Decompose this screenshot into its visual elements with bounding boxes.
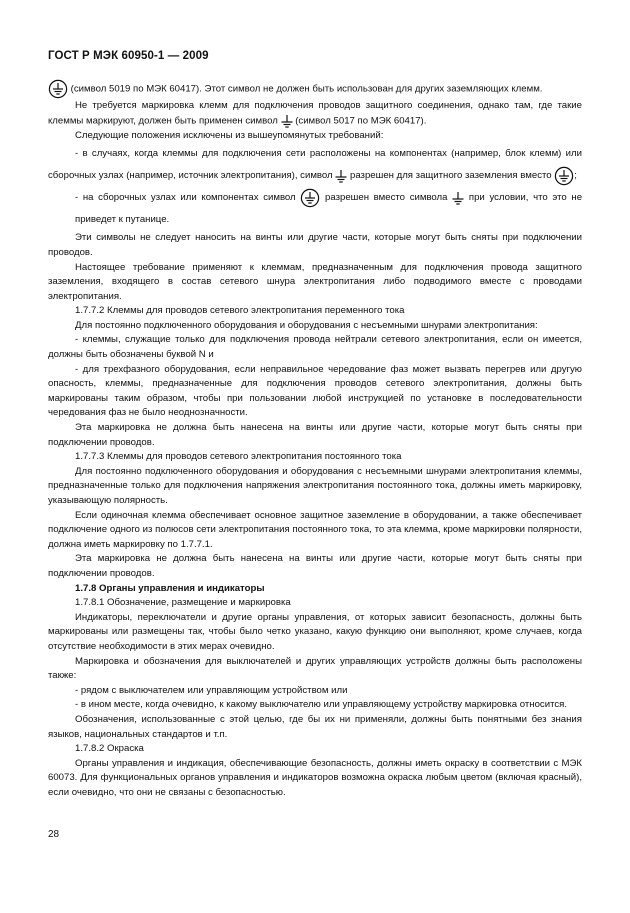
- protective-earth-symbol-icon: [554, 166, 574, 186]
- paragraph-indicators: Индикаторы, переключатели и другие органы управления, от которых зависит безопасность, должны быть маркированы или размещены так, чтобы было четко указано, какую функцию они выполняют, кроме случаев, когда отсутствие необходимости в этих мерах очевидно.: [48, 611, 582, 652]
- paragraph-single-terminal: Если одиночная клемма обеспечивает основное защитное заземление в оборудовании, а также обеспечивает подключение одного из полюсов сети электропитания постоянного тока, то эта клемма, кроме маркировки полярности, должна иметь маркировку по 1.7.7.1.: [48, 509, 582, 550]
- paragraph-marking-screws: Эта маркировка не должна быть нанесена на винты или другие части, которые могут быть сняты при подключении проводов.: [48, 422, 582, 448]
- earth-symbol-icon: [335, 169, 347, 183]
- paragraph-permanently-connected: Для постоянно подключенного оборудования и оборудования с несъемными шнурами электропитания:: [75, 319, 538, 331]
- list-item-adjacent: - рядом с выключателем или управляющим устройством или: [75, 684, 348, 696]
- paragraph-text: Не требуется маркировка клемм для подключения проводов защитного соединения, однако там, где такие клеммы маркируют, должен быть применен символ: [48, 100, 582, 127]
- paragraph-text: - в случаях, когда клеммы для подключения сети расположены на компонентах (например, блок клемм) или сборочных узлах (например, источник электропитания), символ: [48, 148, 582, 182]
- paragraph-marking-screws-2: Эта маркировка не должна быть нанесена на винты или другие части, которые могут быть сняты при подключении проводов.: [48, 553, 582, 579]
- section-heading-1-7-7-2: 1.7.7.2 Клеммы для проводов сетевого электропитания переменного тока: [75, 305, 405, 317]
- protective-earth-symbol-icon: [48, 79, 68, 99]
- paragraph-colouring: Органы управления и индикация, обеспечивающие безопасность, должны иметь окраску в соответствии с МЭК 60073. Для функциональных органов управления и индикаторов возможна окраска любым цветом (включая красный), если очевидно, что они не связаны с безопасностью.: [48, 757, 582, 798]
- earth-symbol-icon: [281, 114, 293, 128]
- earth-symbol-icon: [452, 191, 464, 205]
- paragraph-text: ;: [574, 170, 577, 182]
- document-body: [48, 79, 582, 800]
- paragraph-text: разрешен вместо символа: [325, 192, 448, 204]
- paragraph-text: - на сборочных узлах или компонентах символ: [75, 192, 296, 204]
- paragraph-applies-to: Настоящее требование применяют к клеммам, предназначенным для подключения провода защитного заземления, входящего в состав сетевого шнура электропитания либо подводимого вместе с проводами электропитания.: [48, 261, 582, 302]
- list-item-three-phase: - для трехфазного оборудования, если неправильное чередование фаз может вызвать перегрев или другую опасность, клеммы, предназначенные для подключения проводов сетевого электропитания, должны быть маркированы таким образом, чтобы при пользовании любой инструкцией по установке в последовательности чередования фаз не было неоднозначности.: [48, 363, 582, 419]
- paragraph-marking-location: Маркировка и обозначения для выключателей и других управляющих устройств должны быть расположены также:: [48, 655, 582, 682]
- paragraph-text: (символ 5017 по МЭК 60417).: [295, 115, 427, 127]
- list-item-neutral: - клеммы, служащие только для подключения провода нейтрали сетевого электропитания, если он имеется, должны быть обозначены буквой N и: [48, 334, 582, 361]
- paragraph-text: разрешен для защитного заземления вместо: [349, 170, 552, 182]
- section-heading-1-7-7-3: 1.7.7.3 Клеммы для проводов сетевого электропитания постоянного тока: [75, 451, 402, 463]
- paragraph-symbol-5019: [48, 79, 582, 99]
- paragraph-exceptions: Следующие положения исключены из вышеупомянутых требований:: [75, 129, 384, 141]
- section-heading-1-7-8-1: 1.7.8.1 Обозначение, размещение и маркировка: [75, 597, 291, 609]
- section-heading-1-7-8-2: 1.7.8.2 Окраска: [75, 743, 144, 755]
- paragraph-dc-polarity: Для постоянно подключенного оборудования и оборудования с несъемными шнурами электропитания клеммы, предназначенные только для подключения напряжения электропитания постоянного тока, должны иметь маркировку, указывающую полярность.: [48, 465, 582, 506]
- paragraph-no-screws: Эти символы не следует наносить на винты или другие части, которые могут быть сняты при подключении проводов.: [48, 232, 582, 258]
- paragraph-text: (символ 5019 по МЭК 60417). Этот символ не должен быть использован для других заземляющих клемм.: [70, 83, 543, 95]
- paragraph-symbols-understandable: Обозначения, использованные с этой целью, где бы их ни применяли, должны быть понятными без знания языков, национальных стандартов и т.п.: [48, 713, 582, 740]
- list-item-elsewhere: - в ином месте, когда очевидно, к какому выключателю или управляющему устройству маркировка относится.: [75, 699, 568, 711]
- page-header: ГОСТ Р МЭК 60950-1 — 2009: [48, 50, 209, 62]
- section-heading-1-7-8: 1.7.8 Органы управления и индикаторы: [75, 582, 265, 594]
- paragraph-bonding-terminals: [48, 99, 582, 129]
- paragraph-text: при условии, что это не приведет к путанице.: [75, 192, 583, 226]
- page-number: 28: [48, 829, 60, 840]
- paragraph-exception-components: [48, 143, 582, 187]
- paragraph-exception-assemblies: [48, 187, 582, 231]
- protective-earth-symbol-icon: [300, 188, 320, 208]
